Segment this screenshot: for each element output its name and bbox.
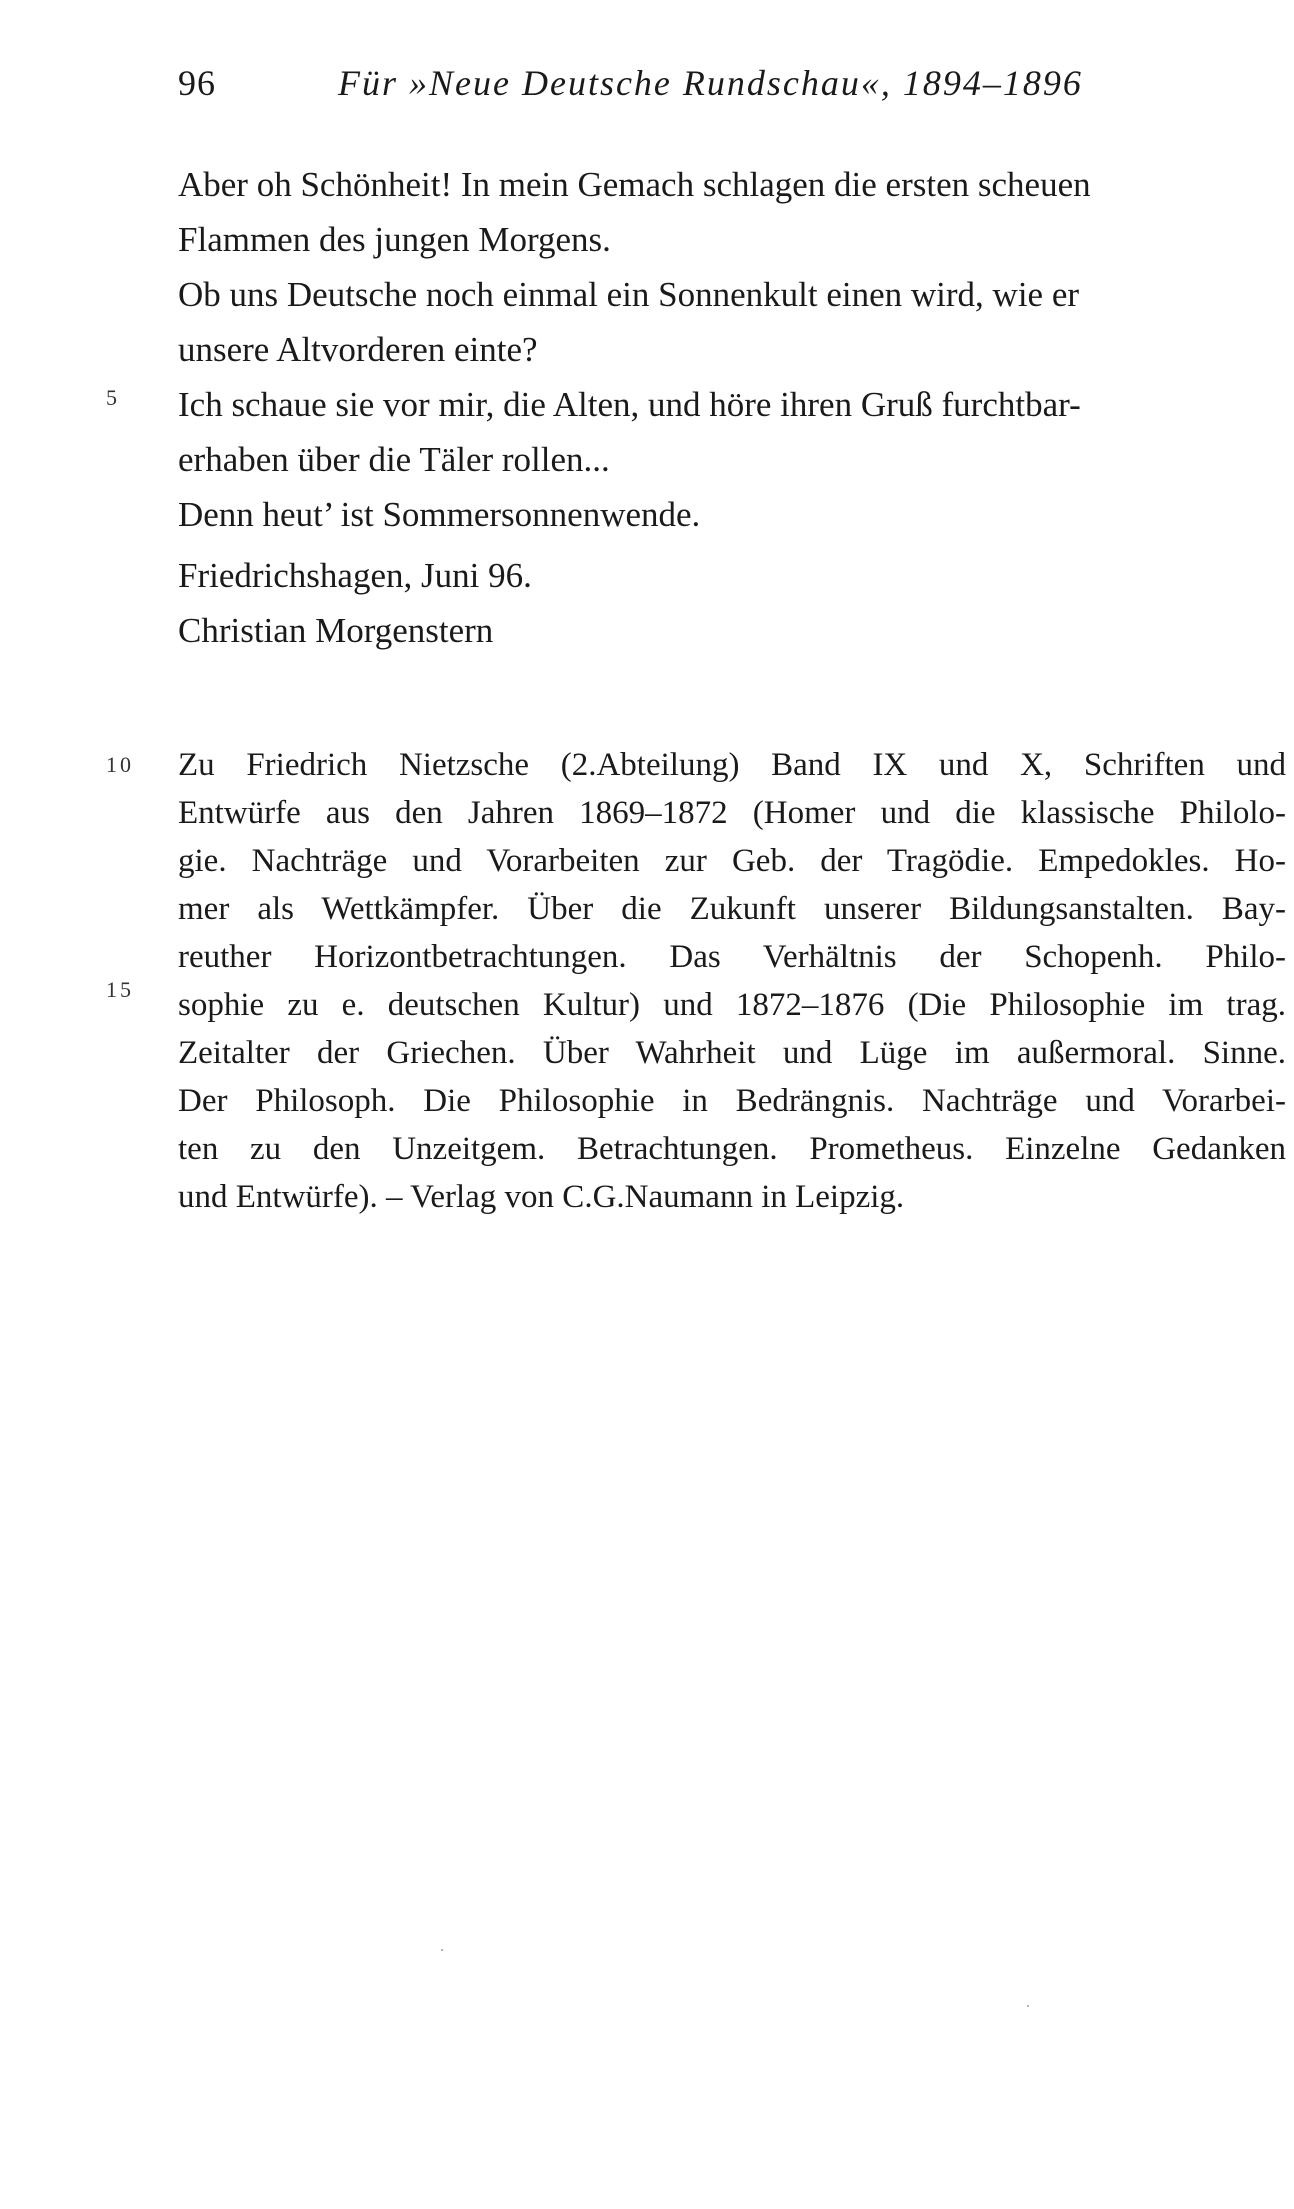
text-line: erhaben über die Täler rollen... (178, 440, 610, 479)
text-line: Zeitalter der Griechen. Über Wahrheit und Lüge im außermoral. Sinne. (178, 1035, 1286, 1071)
paper-speck (1027, 2005, 1029, 2007)
running-head: Für »Neue Deutsche Rundschau«, 1894–1896 (338, 63, 1083, 103)
text-line: Entwürfe aus den Jahren 1869–1872 (Homer und die klassische Philolo- (178, 795, 1286, 831)
line-number-15: 15 (106, 977, 134, 1002)
signature (178, 548, 532, 658)
text-line: ten zu den Unzeitgem. Betrachtungen. Prometheus. Einzelne Gedanken (178, 1131, 1286, 1167)
text-line: und Entwürfe). – Verlag von C.G.Naumann in Leipzig. (178, 1179, 905, 1215)
page-number: 96 (178, 63, 216, 103)
line-number-10: 10 (106, 752, 134, 777)
text-line: Zu Friedrich Nietzsche (2.Abteilung) Band IX und X, Schriften und (178, 747, 1286, 783)
signature-author: Christian Morgenstern (178, 611, 494, 650)
signature-place-date: Friedrichshagen, Juni 96. (178, 556, 532, 595)
text-line: Ob uns Deutsche noch einmal ein Sonnenkult einen wird, wie er (178, 275, 1080, 314)
paper-speck (441, 1949, 443, 1951)
poem-end (178, 157, 1091, 542)
text-line: Der Philosoph. Die Philosophie in Bedrängnis. Nachträge und Vorarbei- (178, 1083, 1286, 1119)
review-paragraph (178, 741, 1286, 1221)
line-number-5: 5 (106, 385, 120, 410)
text-line: Aber oh Schönheit! In mein Gemach schlagen die ersten scheuen (178, 165, 1091, 204)
text-line: Ich schaue sie vor mir, die Alten, und höre ihren Gruß furchtbar- (178, 385, 1081, 424)
text-line: Flammen des jungen Morgens. (178, 220, 611, 259)
text-line: mer als Wettkämpfer. Über die Zukunft unserer Bildungsanstalten. Bay- (178, 891, 1286, 927)
text-line: Denn heut’ ist Sommersonnenwende. (178, 495, 701, 534)
text-line: unsere Altvorderen einte? (178, 330, 538, 369)
text-line: sophie zu e. deutschen Kultur) und 1872–1876 (Die Philosophie im trag. (178, 987, 1286, 1023)
text-line: gie. Nachträge und Vorarbeiten zur Geb. der Tragödie. Empedokles. Ho- (178, 843, 1286, 879)
page-header (178, 62, 1138, 112)
text-line: reuther Horizontbetrachtungen. Das Verhältnis der Schopenh. Philo- (178, 939, 1286, 975)
